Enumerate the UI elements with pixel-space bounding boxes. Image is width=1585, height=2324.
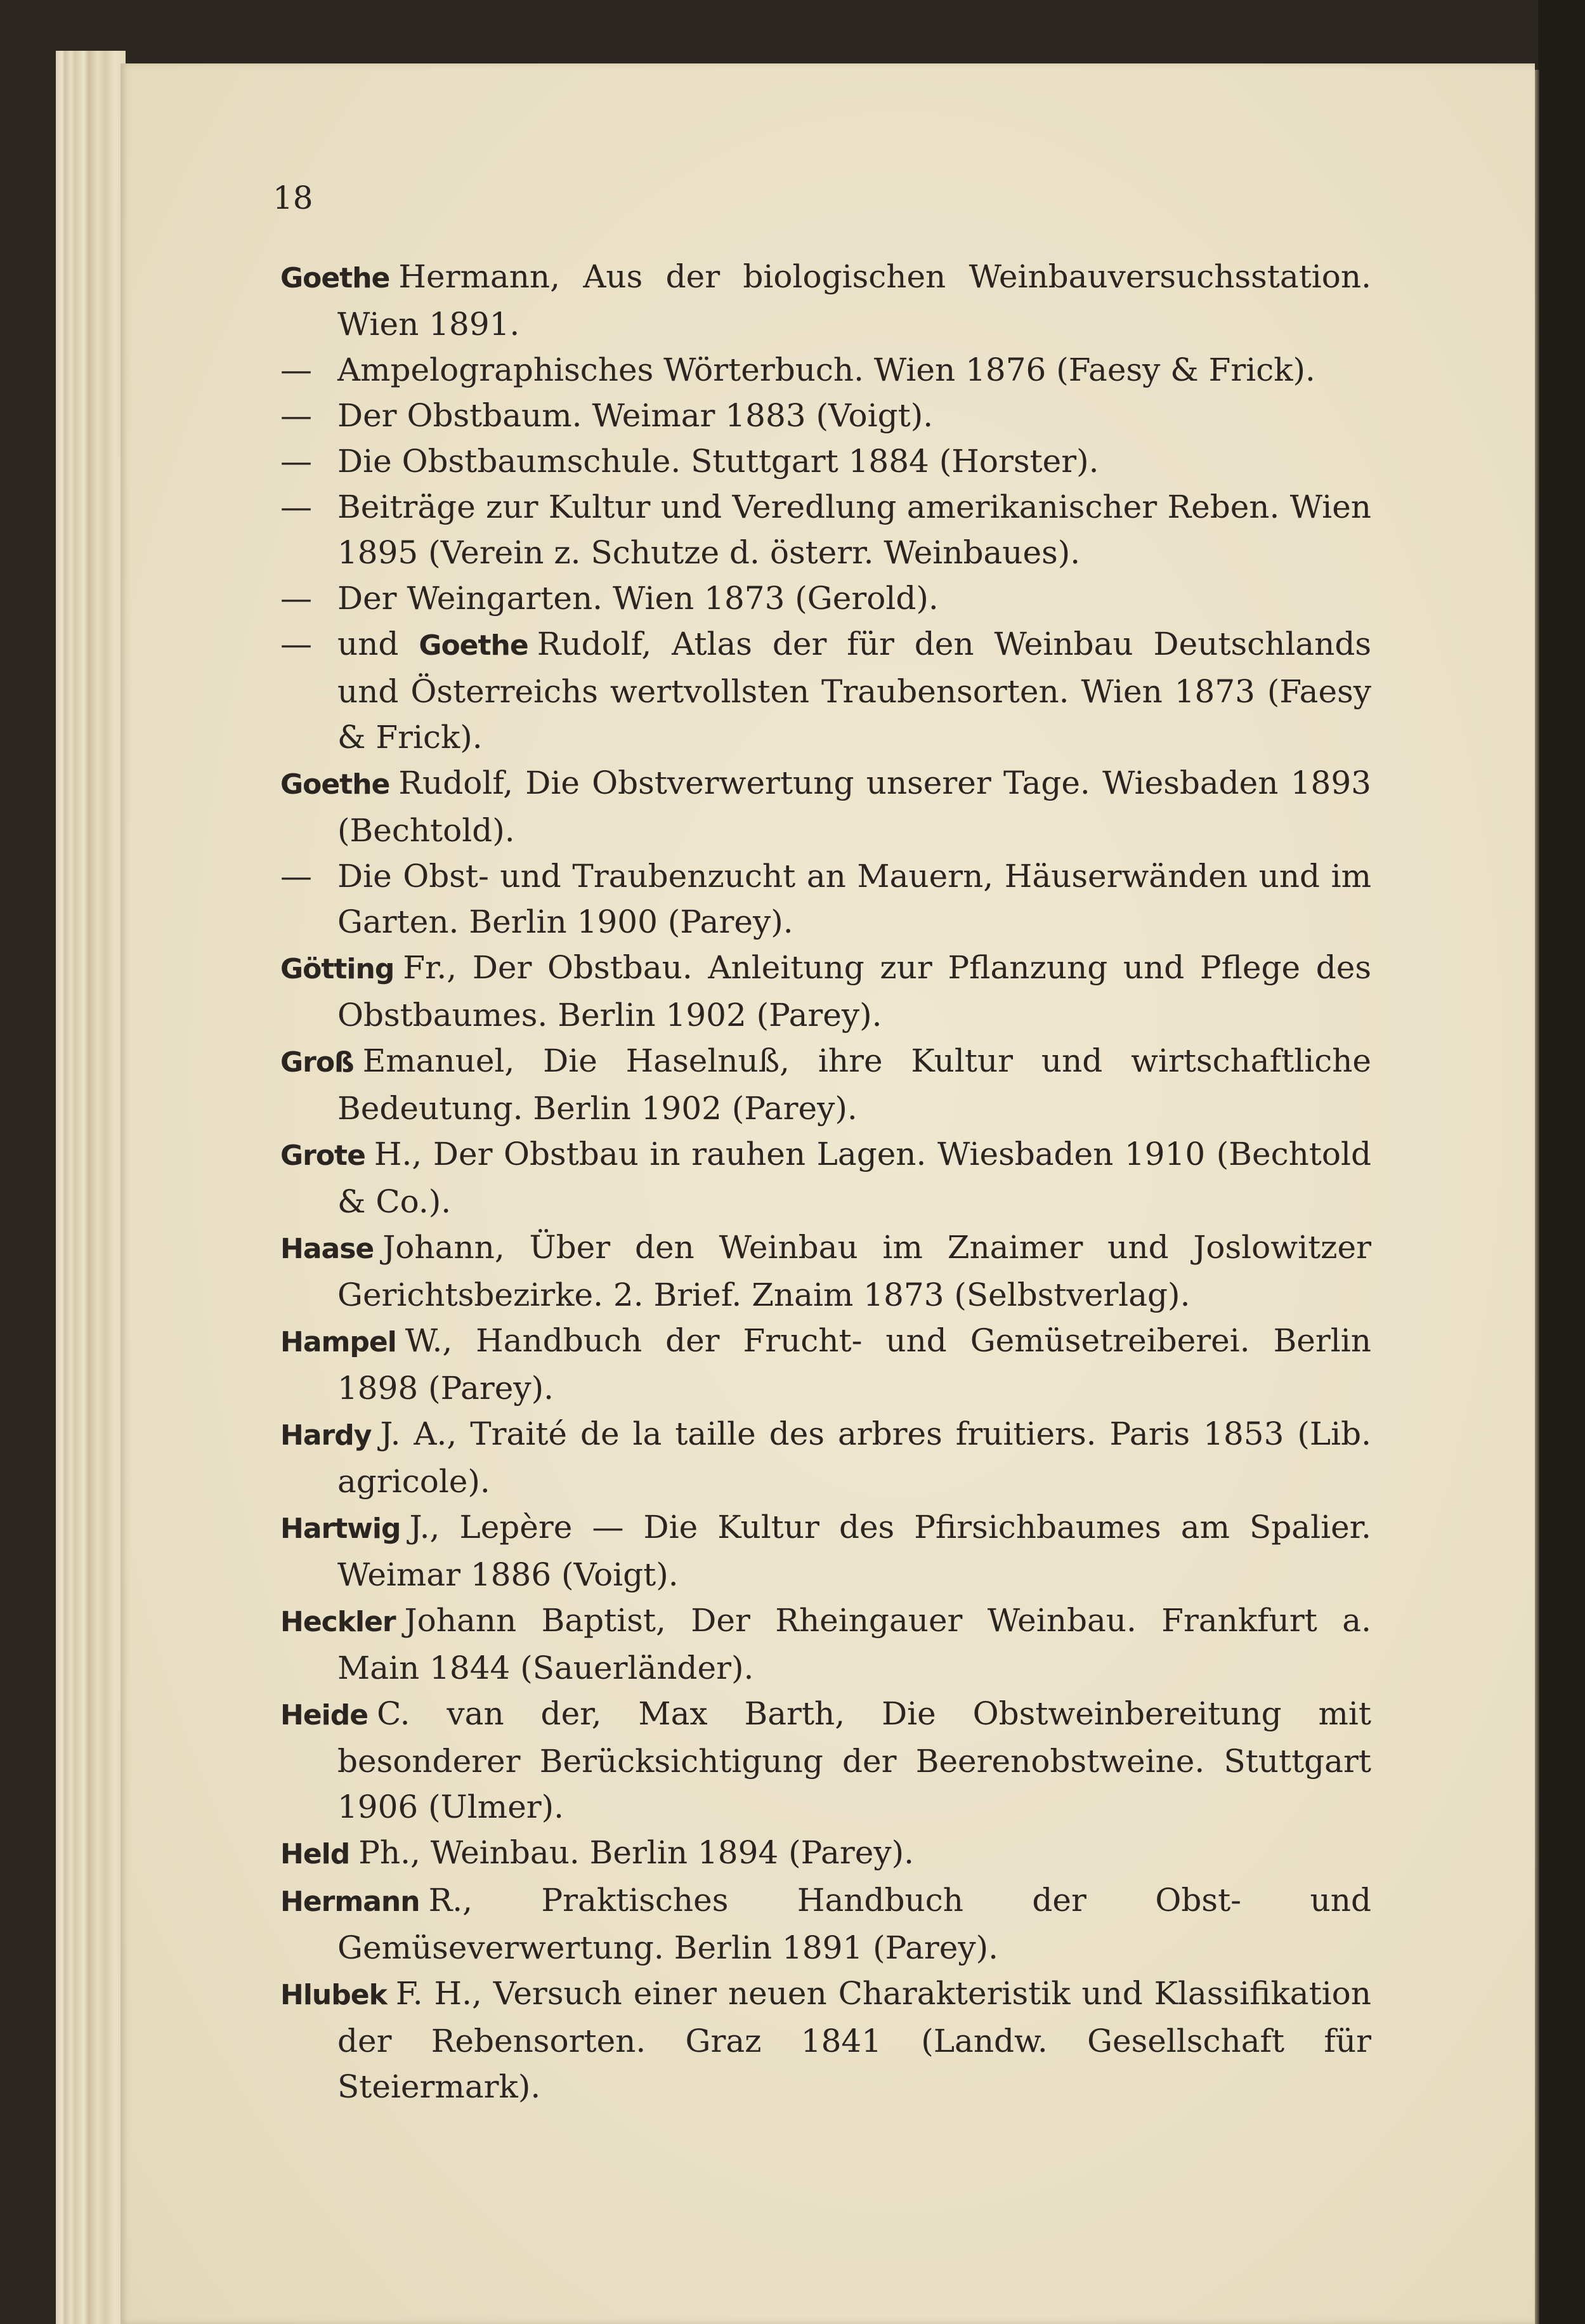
entry-text: Emanuel, Die Haselnuß, ihre Kultur und wirtschaftliche Bedeutung. Berlin 1902 (Parey).	[337, 1042, 1371, 1127]
entry-author: Hartwig	[280, 1513, 401, 1545]
ditto-dash: —	[280, 489, 312, 525]
entry-text: Der Obstbaum. Weimar 1883 (Voigt).	[337, 397, 934, 434]
entry-text: F. H., Versuch einer neuen Charakteristik und Klassifikation der Rebensorten. Graz 1841 (Landw. Gesellschaft für Steiermark).	[337, 1975, 1371, 2105]
entry-author: Hampel	[280, 1326, 396, 1358]
entry-text: Ph., Weinbau. Berlin 1894 (Parey).	[358, 1834, 914, 1871]
ditto-dash: —	[280, 858, 312, 895]
bibliography-entry	[280, 1691, 1371, 1830]
bibliography-entry	[280, 1504, 1371, 1598]
bibliography-entry	[280, 1038, 1371, 1131]
entry-author: Grote	[280, 1139, 365, 1172]
entry-author: Hardy	[280, 1419, 372, 1452]
ditto-dash: —	[280, 580, 312, 617]
bibliography-entry	[280, 945, 1371, 1038]
entry-text: Rudolf, Atlas der für den Weinbau Deutschlands und Österreichs wertvollsten Traubensorten. Wien 1873 (Faesy & Frick).	[337, 626, 1371, 756]
bibliography-list	[280, 254, 1371, 2110]
entry-text: Johann Baptist, Der Rheingauer Weinbau. Frankfurt a. Main 1844 (Sauerländer).	[337, 1602, 1371, 1686]
bibliography-entry	[280, 1131, 1371, 1224]
entry-text: J., Lepère — Die Kultur des Pfirsichbaumes am Spalier. Weimar 1886 (Voigt).	[337, 1509, 1371, 1593]
entry-author: Goethe	[280, 262, 390, 294]
entry-author: Hermann	[280, 1886, 420, 1918]
bibliography-entry	[280, 347, 1371, 393]
entry-author: Heckler	[280, 1606, 396, 1638]
ditto-dash: —	[280, 626, 312, 662]
entry-text: Johann, Über den Weinbau im Znaimer und Joslowitzer Gerichtsbezirke. 2. Brief. Znaim 1873 (Selbstverlag).	[337, 1229, 1371, 1313]
entry-prefix: und	[337, 626, 399, 662]
entry-text: Fr., Der Obstbau. Anleitung zur Pflanzung und Pflege des Obstbaumes. Berlin 1902 (Parey).	[337, 949, 1371, 1034]
bibliography-entry	[280, 1224, 1371, 1318]
entry-text: R., Praktisches Handbuch der Obst- und Gemüseverwertung. Berlin 1891 (Parey).	[337, 1882, 1371, 1966]
entry-text: Hermann, Aus der biologischen Weinbauversuchsstation. Wien 1891.	[337, 258, 1371, 343]
bibliography-entry	[280, 760, 1371, 853]
bibliography-entry	[280, 575, 1371, 621]
entry-author: Goethe	[419, 629, 528, 662]
page-number: 18	[273, 180, 313, 216]
bibliography-entry	[280, 484, 1371, 575]
entry-text: J. A., Traité de la taille des arbres fruitiers. Paris 1853 (Lib. agricole).	[337, 1415, 1371, 1500]
entry-text: Die Obstbaumschule. Stuttgart 1884 (Horster).	[337, 443, 1099, 480]
entry-text: Rudolf, Die Obstverwertung unserer Tage. Wiesbaden 1893 (Bechtold).	[337, 765, 1371, 849]
bibliography-entry	[280, 438, 1371, 484]
entry-text: Die Obst- und Traubenzucht an Mauern, Häuserwänden und im Garten. Berlin 1900 (Parey).	[337, 858, 1371, 940]
entry-author: Heide	[280, 1699, 369, 1731]
entry-author: Hlubek	[280, 1979, 387, 2011]
bibliography-entry	[280, 1411, 1371, 1504]
ditto-dash: —	[280, 351, 312, 388]
entry-text: Beiträge zur Kultur und Veredlung amerikanischer Reben. Wien 1895 (Verein z. Schutze d. österr. Weinbaues).	[337, 489, 1371, 571]
entry-text: C. van der, Max Barth, Die Obstweinbereitung mit besonderer Berücksichtigung der Beerenobstweine. Stuttgart 1906 (Ulmer).	[337, 1695, 1371, 1825]
bibliography-entry	[280, 621, 1371, 760]
ditto-dash: —	[280, 397, 312, 434]
bibliography-entry	[280, 853, 1371, 945]
entry-text: H., Der Obstbau in rauhen Lagen. Wiesbaden 1910 (Bechtold & Co.).	[337, 1136, 1371, 1220]
bibliography-entry	[280, 1318, 1371, 1411]
ditto-dash: —	[280, 443, 312, 480]
bibliography-entry	[280, 1877, 1371, 1971]
entry-text: Der Weingarten. Wien 1873 (Gerold).	[337, 580, 939, 617]
entry-text: W., Handbuch der Frucht- und Gemüsetreiberei. Berlin 1898 (Parey).	[337, 1322, 1371, 1407]
entry-text: Ampelographisches Wörterbuch. Wien 1876 (Faesy & Frick).	[337, 351, 1315, 388]
bibliography-entry	[280, 254, 1371, 347]
bibliography-entry	[280, 1971, 1371, 2110]
book-page-edges	[56, 51, 126, 2324]
bibliography-entry	[280, 1830, 1371, 1877]
entry-author: Haase	[280, 1233, 374, 1265]
book-cover-edge	[1538, 0, 1585, 2324]
bibliography-entry	[280, 393, 1371, 438]
entry-author: Held	[280, 1838, 350, 1870]
bibliography-entry	[280, 1598, 1371, 1691]
entry-author: Goethe	[280, 768, 390, 801]
entry-author: Groß	[280, 1046, 354, 1079]
entry-author: Götting	[280, 953, 395, 985]
